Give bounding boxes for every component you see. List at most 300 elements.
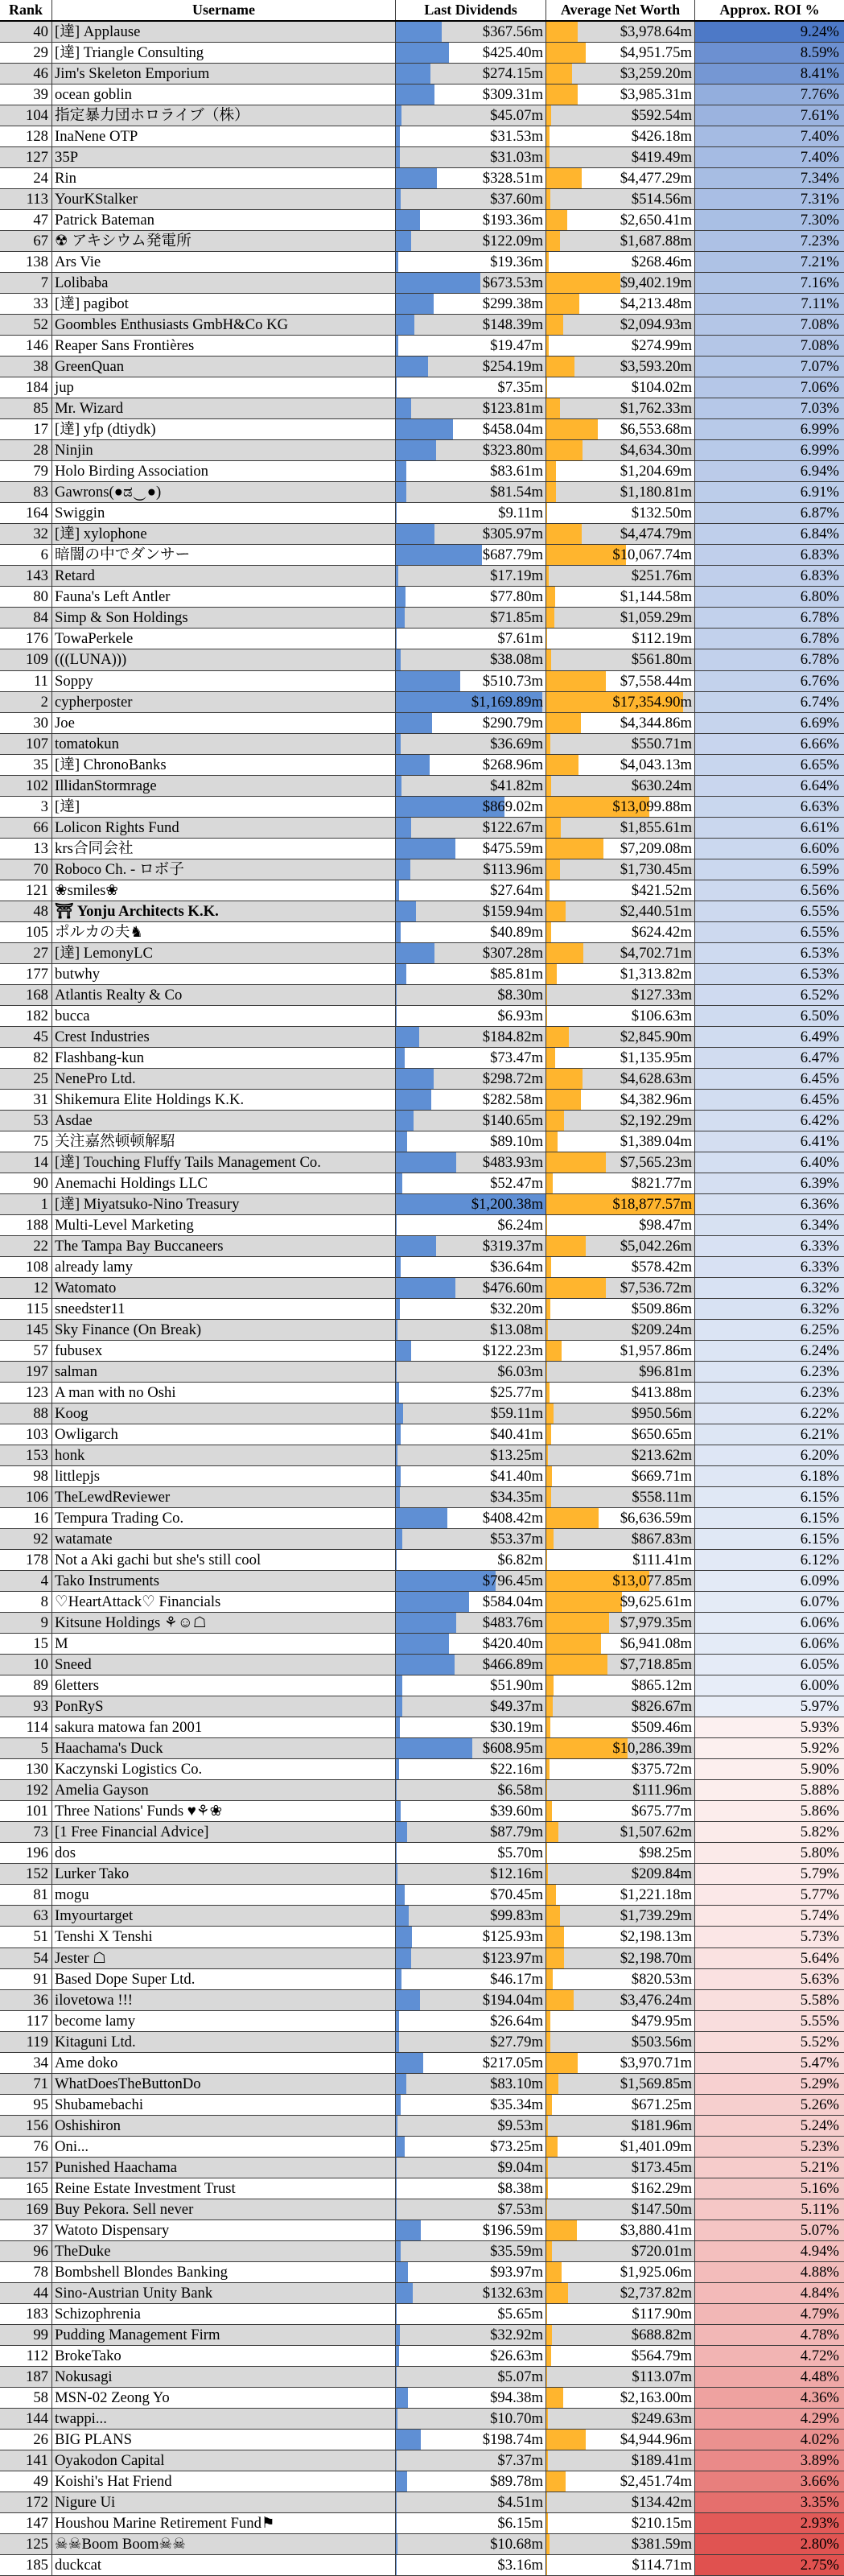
rank-cell-text: 63: [33, 1907, 48, 1925]
rank-cell: [0, 2283, 52, 2303]
rank-cell-text: 192: [25, 1782, 48, 1799]
networth-cell: [546, 901, 695, 921]
username-cell: [52, 818, 396, 838]
username-cell-text: Watoto Dispensary: [55, 2221, 170, 2239]
dividends-bar: [396, 818, 411, 838]
table-row: [0, 1717, 844, 1738]
roi-cell: [695, 1445, 844, 1465]
networth-cell: [546, 1403, 695, 1424]
rank-cell: [0, 294, 52, 314]
roi-cell: [695, 776, 844, 796]
networth-cell-text: $18,877.57m: [612, 1195, 692, 1213]
dividends-cell: [396, 734, 546, 754]
dividends-cell-text: $7.53m: [497, 2200, 543, 2218]
rank-cell-text: 14: [33, 1153, 48, 1171]
dividends-cell-text: $35.34m: [490, 2096, 543, 2113]
dividends-cell-text: $123.97m: [482, 1949, 543, 1967]
roi-cell-text: 5.55%: [800, 2012, 839, 2030]
table-row: [0, 1194, 844, 1215]
networth-cell: [546, 1131, 695, 1152]
dividends-bar: [396, 1299, 400, 1319]
roi-cell-text: 6.50%: [800, 1007, 839, 1024]
rank-cell-text: 82: [33, 1049, 48, 1066]
username-cell-text: Not a Aki gachi but she's still cool: [55, 1552, 261, 1569]
rank-cell-text: 144: [25, 2409, 48, 2427]
username-cell: [52, 1048, 396, 1068]
roi-cell-text: 6.59%: [800, 860, 839, 878]
dividends-bar: [396, 440, 436, 460]
rank-cell-text: 67: [33, 233, 48, 250]
table-row: [0, 1550, 844, 1571]
dividends-bar: [396, 2178, 397, 2199]
networth-bar: [546, 2388, 563, 2408]
networth-bar: [546, 1487, 551, 1507]
roi-cell: [695, 2283, 844, 2303]
table-row: [0, 398, 844, 419]
username-cell: [52, 482, 396, 502]
networth-cell: [546, 2409, 695, 2429]
username-cell-text: 35P: [55, 149, 79, 167]
username-cell: [52, 1173, 396, 1193]
roi-cell-text: 6.05%: [800, 1656, 839, 1674]
roi-cell-text: 4.94%: [800, 2242, 839, 2260]
username-cell: [52, 1634, 396, 1654]
rank-cell: [0, 649, 52, 670]
roi-cell: [695, 1801, 844, 1821]
networth-bar: [546, 1906, 560, 1926]
networth-cell-text: $867.83m: [631, 1531, 692, 1548]
dividends-cell: [396, 671, 546, 691]
networth-cell-text: $10,067.74m: [612, 546, 692, 564]
roi-cell-text: 5.07%: [800, 2221, 839, 2239]
username-cell-text: [達] yfp (dtiydk): [55, 421, 156, 439]
username-cell-text: [達] xylophone: [55, 526, 147, 543]
roi-cell-text: 5.86%: [800, 1803, 839, 1820]
dividends-cell-text: $458.04m: [482, 421, 543, 439]
networth-bar: [546, 1320, 548, 1340]
rank-cell-text: 145: [25, 1321, 48, 1339]
roi-cell: [695, 1906, 844, 1926]
dividends-bar: [396, 1780, 397, 1800]
username-cell: [52, 1341, 396, 1361]
roi-cell-text: 5.24%: [800, 2116, 839, 2134]
roi-cell-text: 5.21%: [800, 2158, 839, 2176]
roi-cell: [695, 1341, 844, 1361]
roi-cell-text: 5.77%: [800, 1886, 839, 1904]
networth-bar: [546, 671, 606, 691]
table-row: [0, 1759, 844, 1780]
networth-cell: [546, 503, 695, 523]
dividends-cell-text: $53.37m: [490, 1531, 543, 1548]
rank-cell: [0, 1738, 52, 1758]
networth-cell: [546, 147, 695, 167]
networth-bar: [546, 147, 550, 167]
dividends-bar: [396, 901, 416, 921]
rank-cell-text: 105: [25, 923, 48, 941]
rank-cell-text: 146: [25, 337, 48, 355]
roi-cell: [695, 2513, 844, 2533]
username-cell-text: Bombshell Blondes Banking: [55, 2263, 228, 2281]
dividends-cell-text: $122.23m: [482, 1342, 543, 1360]
dividends-bar: [396, 2430, 421, 2450]
dividends-cell-text: $7.35m: [497, 379, 543, 397]
dividends-cell-text: $70.45m: [490, 1886, 543, 1904]
table-row: [0, 1655, 844, 1675]
dividends-cell-text: $254.19m: [482, 358, 543, 376]
dividends-cell-text: $27.64m: [490, 881, 543, 899]
username-cell: [52, 210, 396, 230]
dividends-cell-text: $268.96m: [482, 756, 543, 773]
username-cell-text: Flashbang-kun: [55, 1049, 145, 1066]
rank-cell: [0, 336, 52, 356]
rank-cell: [0, 1341, 52, 1361]
networth-bar: [546, 2367, 547, 2387]
rank-cell: [0, 964, 52, 984]
networth-cell-text: $7,558.44m: [620, 672, 692, 690]
dividends-cell-text: $323.80m: [482, 442, 543, 460]
dividends-cell: [396, 2116, 546, 2136]
networth-bar: [546, 2074, 558, 2094]
table-row: [0, 482, 844, 503]
dividends-cell: [396, 713, 546, 733]
networth-bar: [546, 482, 556, 502]
rank-cell-text: 112: [26, 2347, 48, 2364]
table-row: [0, 461, 844, 482]
networth-cell-text: $132.50m: [631, 505, 692, 522]
username-cell-text: Haachama's Duck: [55, 1740, 163, 1758]
roi-cell: [695, 1403, 844, 1424]
networth-cell-text: $2,192.29m: [620, 1111, 692, 1129]
roi-cell: [695, 649, 844, 670]
networth-bar: [546, 2471, 566, 2492]
dividends-bar: [396, 1466, 401, 1486]
table-row: [0, 1111, 844, 1131]
networth-cell: [546, 168, 695, 188]
dividends-cell-text: $35.59m: [490, 2242, 543, 2260]
roi-cell-text: 9.24%: [800, 23, 839, 40]
dividends-cell: [396, 336, 546, 356]
dividends-bar: [396, 734, 401, 754]
rank-cell-text: 101: [25, 1803, 48, 1820]
roi-cell: [695, 1027, 844, 1047]
dividends-cell: [396, 2199, 546, 2219]
networth-cell: [546, 2178, 695, 2199]
roi-cell-text: 6.00%: [800, 1677, 839, 1695]
networth-cell: [546, 2325, 695, 2345]
dividends-cell: [396, 1027, 546, 1047]
username-cell: [52, 2283, 396, 2303]
dividends-bar: [396, 1152, 456, 1173]
rank-cell-text: 71: [33, 2075, 48, 2092]
dividends-cell: [396, 1111, 546, 1131]
dividends-cell-text: $37.60m: [490, 191, 543, 208]
username-cell: [52, 1613, 396, 1633]
dividends-cell-text: $30.19m: [490, 1719, 543, 1737]
networth-cell-text: $117.90m: [632, 2305, 692, 2323]
networth-bar: [546, 2513, 548, 2533]
rank-cell-text: 123: [25, 1384, 48, 1402]
username-cell-text: Oshishiron: [55, 2116, 121, 2134]
networth-bar: [546, 629, 547, 649]
dividends-cell: [396, 2492, 546, 2512]
username-cell-text: ❀smiles❀: [55, 881, 119, 899]
roi-cell-text: 5.26%: [800, 2096, 839, 2113]
networth-cell-text: $210.15m: [631, 2514, 692, 2532]
username-cell-text: Rin: [55, 170, 77, 188]
roi-cell-text: 5.93%: [800, 1719, 839, 1737]
rank-cell: [0, 2346, 52, 2366]
table-row: [0, 1278, 844, 1299]
username-cell-text: PonRyS: [55, 1698, 104, 1716]
networth-cell-text: $4,634.30m: [620, 442, 692, 460]
networth-cell-text: $826.67m: [631, 1698, 692, 1716]
rank-cell: [0, 105, 52, 126]
dividends-bar: [396, 1592, 469, 1612]
networth-cell: [546, 713, 695, 733]
networth-cell-text: $111.41m: [632, 1552, 692, 1569]
rank-cell-text: 1: [40, 1195, 48, 1213]
networth-cell-text: $2,451.74m: [620, 2472, 692, 2490]
dividends-cell: [396, 1759, 546, 1779]
networth-cell-text: $509.86m: [631, 1300, 692, 1317]
networth-bar: [546, 649, 551, 670]
username-cell: [52, 1675, 396, 1696]
networth-cell: [546, 1194, 695, 1214]
rank-cell: [0, 1843, 52, 1863]
table-row: [0, 2074, 844, 2095]
dividends-bar: [396, 1257, 401, 1277]
rank-cell-text: 90: [33, 1174, 48, 1192]
networth-bar: [546, 1173, 553, 1193]
username-cell-text: Gawrons(●ಡ‿●): [55, 484, 162, 501]
dividends-cell-text: $26.63m: [490, 2347, 543, 2364]
dividends-bar: [396, 64, 430, 84]
roi-cell: [695, 734, 844, 754]
dividends-cell-text: $274.15m: [482, 65, 543, 83]
networth-bar: [546, 2262, 562, 2282]
username-cell: [52, 2074, 396, 2094]
dividends-cell-text: $41.40m: [490, 1468, 543, 1486]
dividends-bar: [396, 1801, 401, 1821]
rank-cell: [0, 1655, 52, 1675]
table-row: [0, 2262, 844, 2283]
rank-cell: [0, 587, 52, 607]
username-cell-text: Oni...: [55, 2137, 89, 2155]
table-row: [0, 1027, 844, 1048]
networth-cell: [546, 1634, 695, 1654]
table-row: [0, 1320, 844, 1341]
roi-cell: [695, 1759, 844, 1779]
networth-cell: [546, 1885, 695, 1905]
dividends-bar: [396, 985, 397, 1005]
table-row: [0, 1571, 844, 1592]
roi-cell-text: 7.03%: [800, 400, 839, 418]
networth-cell: [546, 1320, 695, 1340]
roi-cell: [695, 2199, 844, 2219]
rank-cell-text: 99: [33, 2326, 48, 2343]
dividends-cell-text: $869.02m: [482, 798, 543, 815]
roi-cell: [695, 419, 844, 439]
networth-cell: [546, 608, 695, 628]
roi-cell: [695, 1466, 844, 1486]
dividends-bar: [396, 1383, 399, 1403]
networth-cell: [546, 1215, 695, 1235]
dividends-bar: [396, 357, 428, 377]
table-row: [0, 2325, 844, 2346]
networth-cell: [546, 105, 695, 126]
roi-cell: [695, 755, 844, 775]
roi-cell-text: 8.41%: [800, 65, 839, 83]
dividends-cell: [396, 1236, 546, 1256]
dividends-cell-text: $8.38m: [497, 2179, 543, 2197]
rank-cell-text: 92: [33, 1531, 48, 1548]
dividends-bar: [396, 1341, 411, 1361]
rank-cell-text: 26: [33, 2430, 48, 2448]
rank-cell: [0, 1027, 52, 1047]
networth-bar: [546, 2325, 552, 2345]
networth-cell-text: $4,944.96m: [620, 2430, 692, 2448]
dividends-cell: [396, 2304, 546, 2324]
roi-cell-text: 5.63%: [800, 1970, 839, 1988]
roi-cell-text: 6.40%: [800, 1153, 839, 1171]
networth-bar: [546, 398, 560, 418]
roi-cell: [695, 2492, 844, 2512]
rank-cell: [0, 566, 52, 586]
dividends-bar: [396, 1990, 420, 2010]
table-row: [0, 315, 844, 336]
dividends-cell-text: $13.08m: [490, 1321, 543, 1339]
networth-cell: [546, 755, 695, 775]
rank-cell-text: 157: [25, 2158, 48, 2176]
rank-cell-text: 115: [26, 1300, 48, 1317]
table-row: [0, 1885, 844, 1906]
dividends-bar: [396, 189, 401, 209]
rank-cell-text: 172: [25, 2493, 48, 2511]
username-cell-text: [達] Triangle Consulting: [55, 44, 204, 62]
roi-cell-text: 7.40%: [800, 128, 839, 146]
networth-cell: [546, 1445, 695, 1465]
dividends-cell: [396, 1508, 546, 1528]
username-cell: [52, 357, 396, 377]
dividends-bar: [396, 2158, 397, 2178]
dividends-bar: [396, 105, 401, 126]
rank-cell: [0, 2116, 52, 2136]
rank-cell-text: 165: [25, 2179, 48, 2197]
dividends-bar: [396, 2492, 397, 2512]
dividends-cell-text: $51.90m: [490, 1677, 543, 1695]
dividends-cell-text: $40.41m: [490, 1426, 543, 1444]
username-cell-text: MSN-02 Zeong Yo: [55, 2388, 170, 2406]
rank-cell: [0, 1885, 52, 1905]
networth-bar: [546, 1990, 574, 2010]
rank-cell-text: 183: [25, 2305, 48, 2323]
username-cell-text: Soppy: [55, 672, 93, 690]
dividends-bar: [396, 1236, 436, 1256]
rank-cell-text: 40: [33, 23, 48, 40]
roi-cell-text: 7.06%: [800, 379, 839, 397]
dividends-cell: [396, 1424, 546, 1445]
table-row: [0, 1006, 844, 1027]
roi-cell-text: 6.78%: [800, 609, 839, 627]
dividends-bar: [396, 2555, 397, 2575]
dividends-cell: [396, 1885, 546, 1905]
dividends-bar: [396, 252, 398, 272]
rank-cell-text: 121: [25, 881, 48, 899]
username-cell: [52, 671, 396, 691]
table-row: [0, 1948, 844, 1969]
networth-cell-text: $564.79m: [631, 2347, 692, 2364]
username-cell-text: 指定暴力団ホロライブ（株）: [55, 107, 249, 125]
networth-bar: [546, 1864, 548, 1884]
dividends-cell: [396, 1655, 546, 1675]
networth-cell: [546, 2513, 695, 2533]
rank-cell-text: 45: [33, 1028, 48, 1045]
networth-bar: [546, 1508, 599, 1528]
username-cell: [52, 608, 396, 628]
rank-cell-text: 197: [25, 1363, 48, 1381]
networth-cell: [546, 2074, 695, 2094]
roi-cell: [695, 2137, 844, 2157]
networth-bar: [546, 818, 561, 838]
dividends-bar: [396, 231, 411, 251]
header-roi-label: Approx. ROI %: [719, 2, 820, 18]
networth-bar: [546, 1362, 547, 1382]
rank-cell-text: 27: [33, 944, 48, 962]
dividends-bar: [396, 629, 397, 649]
roi-cell: [695, 1362, 844, 1382]
rank-cell: [0, 1320, 52, 1340]
networth-bar: [546, 1822, 558, 1842]
networth-bar: [546, 2555, 547, 2575]
networth-cell: [546, 398, 695, 418]
username-cell-text: sneedster11: [55, 1300, 126, 1317]
rank-cell-text: 138: [25, 253, 48, 271]
table-row: [0, 2367, 844, 2388]
dividends-bar: [396, 2116, 397, 2136]
networth-cell-text: $113.07m: [632, 2368, 692, 2385]
rank-cell: [0, 2430, 52, 2450]
username-cell-text: Sneed: [55, 1656, 92, 1674]
dividends-bar: [396, 43, 449, 63]
roi-cell-text: 6.56%: [800, 881, 839, 899]
rank-cell-text: 16: [33, 1510, 48, 1527]
rank-cell-text: 47: [33, 212, 48, 229]
username-cell-text: YourKStalker: [55, 191, 138, 208]
username-cell-text: Atlantis Realty & Co: [55, 986, 183, 1004]
rank-cell: [0, 797, 52, 817]
dividends-bar: [396, 2137, 405, 2157]
roi-cell: [695, 985, 844, 1005]
rank-cell-text: 185: [25, 2556, 48, 2574]
rank-cell: [0, 2137, 52, 2157]
networth-bar: [546, 231, 560, 251]
roi-cell: [695, 566, 844, 586]
dividends-cell-text: $309.31m: [482, 86, 543, 104]
dividends-cell-text: $13.25m: [490, 1447, 543, 1465]
networth-bar: [546, 2430, 586, 2450]
username-cell-text: Amelia Gayson: [55, 1782, 149, 1799]
networth-cell: [546, 1341, 695, 1361]
rank-cell-text: 104: [25, 107, 48, 125]
table-row: [0, 1090, 844, 1111]
table-row: [0, 377, 844, 398]
username-cell-text: ☢ アキシウム発電所: [55, 233, 191, 250]
networth-bar: [546, 1780, 547, 1800]
rank-cell: [0, 126, 52, 146]
networth-cell-text: $147.50m: [631, 2200, 692, 2218]
username-cell: [52, 1466, 396, 1486]
table-row: [0, 985, 844, 1006]
